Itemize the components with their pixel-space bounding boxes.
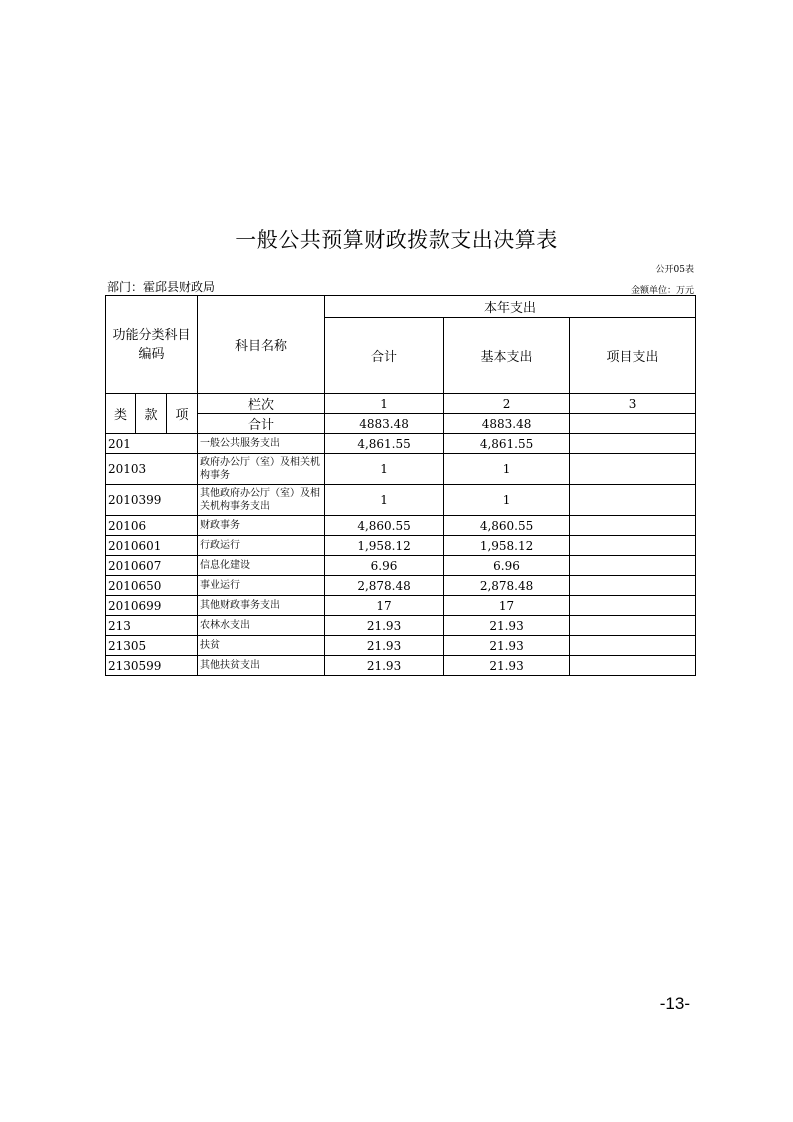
column-number-2: 2 [444,394,570,414]
header-kuan: 款 [136,394,167,434]
row-name: 政府办公厅（室）及相关机构事务 [198,454,325,485]
header-total: 合计 [325,318,444,394]
row-basic: 4,861.55 [444,434,570,454]
table-row [106,485,696,516]
table-row [106,556,696,576]
row-name: 财政事务 [198,516,325,536]
row-total: 21.93 [325,616,444,636]
expenditure-table [105,295,696,676]
row-total: 4,860.55 [325,516,444,536]
row-total: 2,878.48 [325,576,444,596]
table-row [106,536,696,556]
unit-label: 金额单位：万元 [630,286,694,296]
row-basic: 17 [444,596,570,616]
row-basic: 1 [444,454,570,485]
row-project [570,576,696,596]
row-project [570,596,696,616]
row-basic: 6.96 [444,556,570,576]
row-basic: 4,860.55 [444,516,570,536]
row-project [570,616,696,636]
row-total: 6.96 [325,556,444,576]
row-project [570,454,696,485]
header-current-year: 本年支出 [325,296,696,318]
header-func-code: 功能分类科目编码 [106,296,198,394]
row-code: 201 [106,434,198,454]
row-basic: 21.93 [444,636,570,656]
header-lei: 类 [106,394,136,434]
row-total: 1 [325,454,444,485]
row-code: 213 [106,616,198,636]
row-basic: 21.93 [444,616,570,636]
row-code: 2010399 [106,485,198,516]
department-label: 部门：霍邱县财政局 [107,280,216,294]
row-code: 2010699 [106,596,198,616]
total-amount: 4883.48 [325,414,444,434]
column-number-3: 3 [570,394,696,414]
row-total: 4,861.55 [325,434,444,454]
total-basic: 4883.48 [444,414,570,434]
row-name: 农林水支出 [198,616,325,636]
row-total: 21.93 [325,636,444,656]
table-row [106,616,696,636]
table-row [106,516,696,536]
row-total: 1 [325,485,444,516]
page-number: -13- [659,994,690,1013]
column-number-1: 1 [325,394,444,414]
total-label: 合计 [198,414,325,434]
row-name: 一般公共服务支出 [198,434,325,454]
header-project: 项目支出 [570,318,696,394]
form-number: 公开05表 [655,265,694,275]
row-code: 2130599 [106,656,198,676]
row-project [570,536,696,556]
row-basic: 2,878.48 [444,576,570,596]
row-name: 其他财政事务支出 [198,596,325,616]
table-row [106,576,696,596]
row-basic: 1 [444,485,570,516]
row-code: 2010607 [106,556,198,576]
table-row [106,454,696,485]
row-basic: 21.93 [444,656,570,676]
row-name: 信息化建设 [198,556,325,576]
row-total: 21.93 [325,656,444,676]
header-xiang: 项 [167,394,198,434]
total-project [570,414,696,434]
page-title: 一般公共预算财政拨款支出决算表 [235,228,558,252]
row-name: 其他扶贫支出 [198,656,325,676]
row-project [570,556,696,576]
row-total: 1,958.12 [325,536,444,556]
row-name: 行政运行 [198,536,325,556]
table-row [106,656,696,676]
row-project [570,485,696,516]
header-column-no: 栏次 [198,394,325,414]
table-row [106,636,696,656]
table-row [106,434,696,454]
row-project [570,516,696,536]
row-name: 其他政府办公厅（室）及相关机构事务支出 [198,485,325,516]
row-basic: 1,958.12 [444,536,570,556]
row-total: 17 [325,596,444,616]
header-basic: 基本支出 [444,318,570,394]
row-project [570,434,696,454]
row-project [570,636,696,656]
row-code: 20103 [106,454,198,485]
row-project [570,656,696,676]
row-name: 事业运行 [198,576,325,596]
row-name: 扶贫 [198,636,325,656]
header-subject-name: 科目名称 [198,296,325,394]
row-code: 2010650 [106,576,198,596]
row-code: 20106 [106,516,198,536]
row-code: 2010601 [106,536,198,556]
row-code: 21305 [106,636,198,656]
table-row [106,596,696,616]
